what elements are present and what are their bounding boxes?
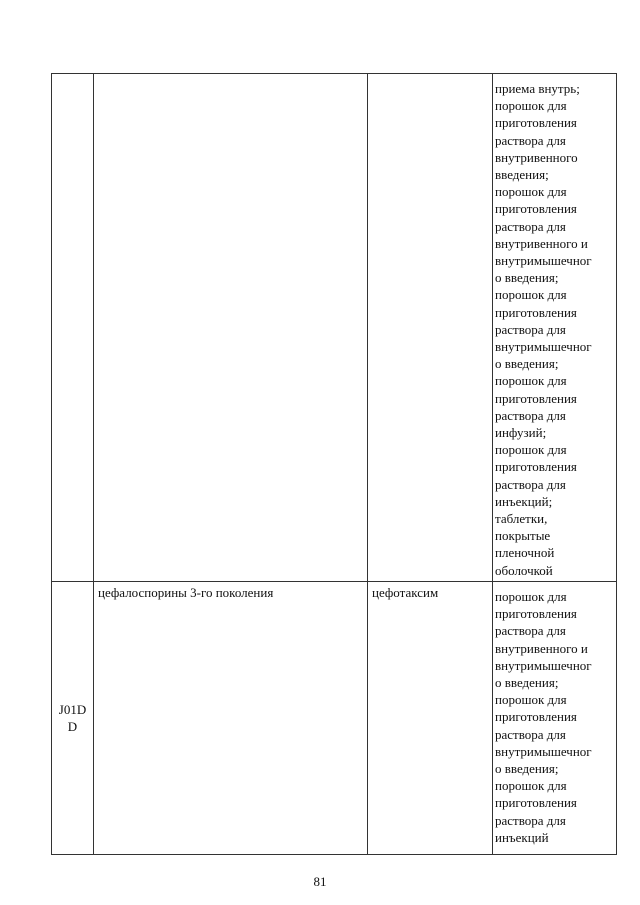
- atc-code-part: J01D: [58, 701, 87, 717]
- group-cell: [94, 74, 368, 582]
- dosage-form-line: раствора для: [495, 321, 566, 337]
- dosage-forms-cell: [493, 581, 617, 854]
- dosage-form-line: порошок для: [495, 588, 567, 604]
- dosage-form-line: оболочкой: [495, 562, 553, 578]
- dosage-form-line: порошок для: [495, 778, 567, 794]
- dosage-form-line: порошок для: [495, 442, 567, 458]
- table-row: [52, 74, 617, 582]
- dosage-form-line: о введения;: [495, 760, 559, 776]
- dosage-form-line: порошок для: [495, 98, 567, 114]
- dosage-form-line: раствора для: [495, 623, 566, 639]
- table-row: [52, 581, 617, 854]
- dosage-form-line: раствора для: [495, 218, 566, 234]
- atc-code-cell: [52, 581, 94, 854]
- dosage-form-line: о введения;: [495, 356, 559, 372]
- page-number: 81: [313, 874, 327, 889]
- dosage-forms-cell: [493, 74, 617, 582]
- dosage-form-line: таблетки,: [495, 511, 548, 527]
- dosage-form-line: покрытые: [495, 528, 551, 544]
- dosage-form-line: раствора для: [495, 407, 566, 423]
- dosage-form-line: внутримышечног: [495, 657, 592, 673]
- dosage-form-line: порошок для: [495, 692, 567, 708]
- dosage-form-line: внутривенного и: [495, 640, 588, 656]
- dosage-forms-list: [495, 80, 612, 579]
- dosage-form-line: приготовления: [495, 115, 577, 131]
- dosage-form-line: инъекций: [495, 829, 549, 845]
- dosage-form-line: раствора для: [495, 726, 566, 742]
- dosage-form-line: приготовления: [495, 390, 577, 406]
- atc-code-cell: [52, 74, 94, 582]
- dosage-form-line: раствора для: [495, 476, 566, 492]
- dosage-form-line: приготовления: [495, 795, 577, 811]
- dosage-form-line: порошок для: [495, 373, 567, 389]
- dosage-form-line: внутривенного: [495, 149, 578, 165]
- dosage-form-line: приготовления: [495, 606, 577, 622]
- dosage-form-line: порошок для: [495, 184, 567, 200]
- group-cell: цефалоспорины 3-го поколения: [94, 581, 368, 854]
- dosage-form-line: приема внутрь;: [495, 81, 580, 96]
- dosage-form-line: приготовления: [495, 459, 577, 475]
- dosage-form-line: внутримышечног: [495, 339, 592, 355]
- dosage-form-line: приготовления: [495, 304, 577, 320]
- drug-cell: [368, 74, 493, 582]
- dosage-form-line: пленочной: [495, 545, 555, 561]
- dosage-form-line: приготовления: [495, 201, 577, 217]
- dosage-form-line: внутримышечног: [495, 743, 592, 759]
- dosage-form-line: внутривенного и: [495, 235, 588, 251]
- dosage-form-line: внутримышечног: [495, 253, 592, 269]
- drug-table: [51, 73, 617, 855]
- dosage-form-line: о введения;: [495, 270, 559, 286]
- dosage-form-line: раствора для: [495, 132, 566, 148]
- dosage-form-line: инъекций;: [495, 493, 553, 509]
- dosage-form-line: раствора для: [495, 812, 566, 828]
- atc-code-part: D: [67, 718, 78, 734]
- dosage-form-line: порошок для: [495, 287, 567, 303]
- dosage-form-line: приготовления: [495, 709, 577, 725]
- dosage-form-line: инфузий;: [495, 425, 547, 441]
- dosage-form-line: введения;: [495, 167, 549, 183]
- dosage-forms-list: [495, 588, 612, 846]
- dosage-form-line: о введения;: [495, 674, 559, 690]
- drug-cell: цефотаксим: [368, 581, 493, 854]
